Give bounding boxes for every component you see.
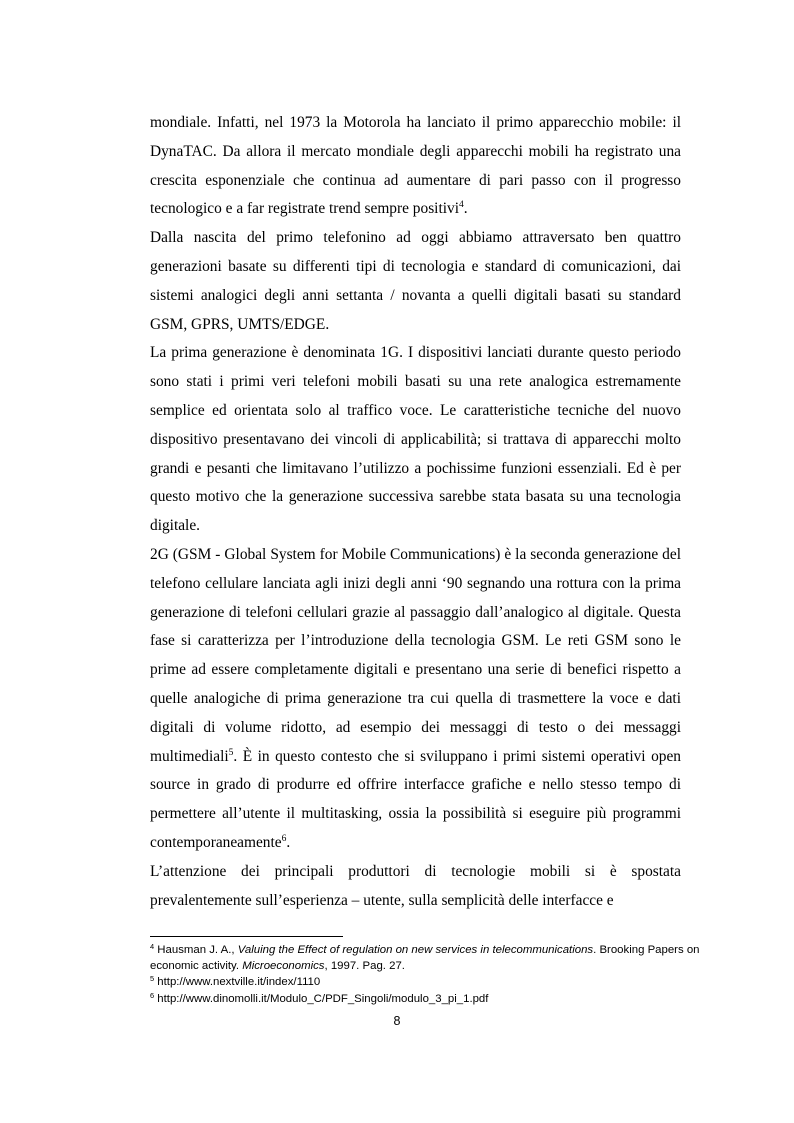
footnote-5: $^5$ http://www.nextville.it/index/1110	[150, 974, 321, 989]
paragraph-1: mondiale. Infatti, nel 1973 la Motorola ha lanciato il primo apparecchio mobile: il DynaTAC. Da allora il mercato mondiale degli apparecchi mobili ha registrato una crescita esponenziale che continua ad aumentare di pari passo con il progresso tecnologico e a far registrate trend sempre positivi$^4$.	[150, 114, 681, 218]
footnote-ref-5: 5	[228, 746, 234, 758]
body-text	[150, 109, 681, 915]
footnote-ref-6: 6	[281, 833, 287, 845]
page-number: 8	[393, 1014, 401, 1028]
paragraph-4: 2G (GSM - Global System for Mobile Communications) è la seconda generazione del telefono cellulare lanciata agli inizi degli anni ‘90 segnando una rottura con la prima generazione di telefoni cellulari grazie al passaggio dall’analogico al digitale. Questa fase si caratterizza per l’introduzione della tecnologia GSM. Le reti GSM sono le prime ad essere completamente digitali e presentano una serie di benefici rispetto a quelle analogiche di prima generazione tra cui quella di trasmettere la voce e dati digitali di volume ridotto, ad esempio dei messaggi di testo o dei messaggi multimediali$^5$. È in questo contesto che si sviluppano i primi sistemi operativi open source in grado di produrre ed offrire interfacce grafiche e nello stesso tempo di permettere all’utente il multitasking, ossia la possibilità si eseguire più programmi contemporaneamente$^6$.	[150, 545, 681, 851]
paragraph-3: La prima generazione è denominata 1G. I dispositivi lanciati durante questo periodo sono stati i primi veri telefoni mobili basati su una rete analogica estremamente semplice ed orientata solo al traffico voce. Le caratteristiche tecniche del nuovo dispositivo presentavano dei vincoli di applicabilità; si trattava di apparecchi molto grandi e pesanti che limitavano l’utilizzo a pochissime funzioni essenziali. Ed è per questo motivo che la generazione successiva sarebbe stata basata su una tecnologia digitale.	[150, 344, 681, 535]
footnote-separator	[150, 936, 343, 937]
footnote-5-link[interactable]: http://www.nextville.it/index/1110	[157, 976, 321, 989]
paragraph-2: Dalla nascita del primo telefonino ad oggi abbiamo attraversato ben quattro generazioni basate su differenti tipi di tecnologia e standard di comunicazioni, dai sistemi analogici degli anni settanta / novanta a quelli digitali basati su standard GSM, GPRS, UMTS/EDGE.	[150, 229, 681, 333]
footnote-6: $^6$ http://www.dinomolli.it/Modulo_C/PDF_Singoli/modulo_3_pi_1.pdf	[150, 990, 489, 1005]
paragraph-5: L’attenzione dei principali produttori di tecnologie mobili si è spostata prevalentemente sull’esperienza – utente, sulla semplicità delle interfacce e	[150, 862, 681, 909]
footnote-6-link[interactable]: http://www.dinomolli.it/Modulo_C/PDF_Singoli/modulo_3_pi_1.pdf	[157, 992, 489, 1005]
footnotes	[150, 942, 710, 1007]
footnote-4: $^4$ Hausman J. A., Valuing the Effect of regulation on new services in telecommunications. Brooking Papers on economic activity. Microeconomics, 1997. Pag. 27.	[150, 941, 700, 973]
footnote-ref-4: 4	[458, 199, 464, 211]
